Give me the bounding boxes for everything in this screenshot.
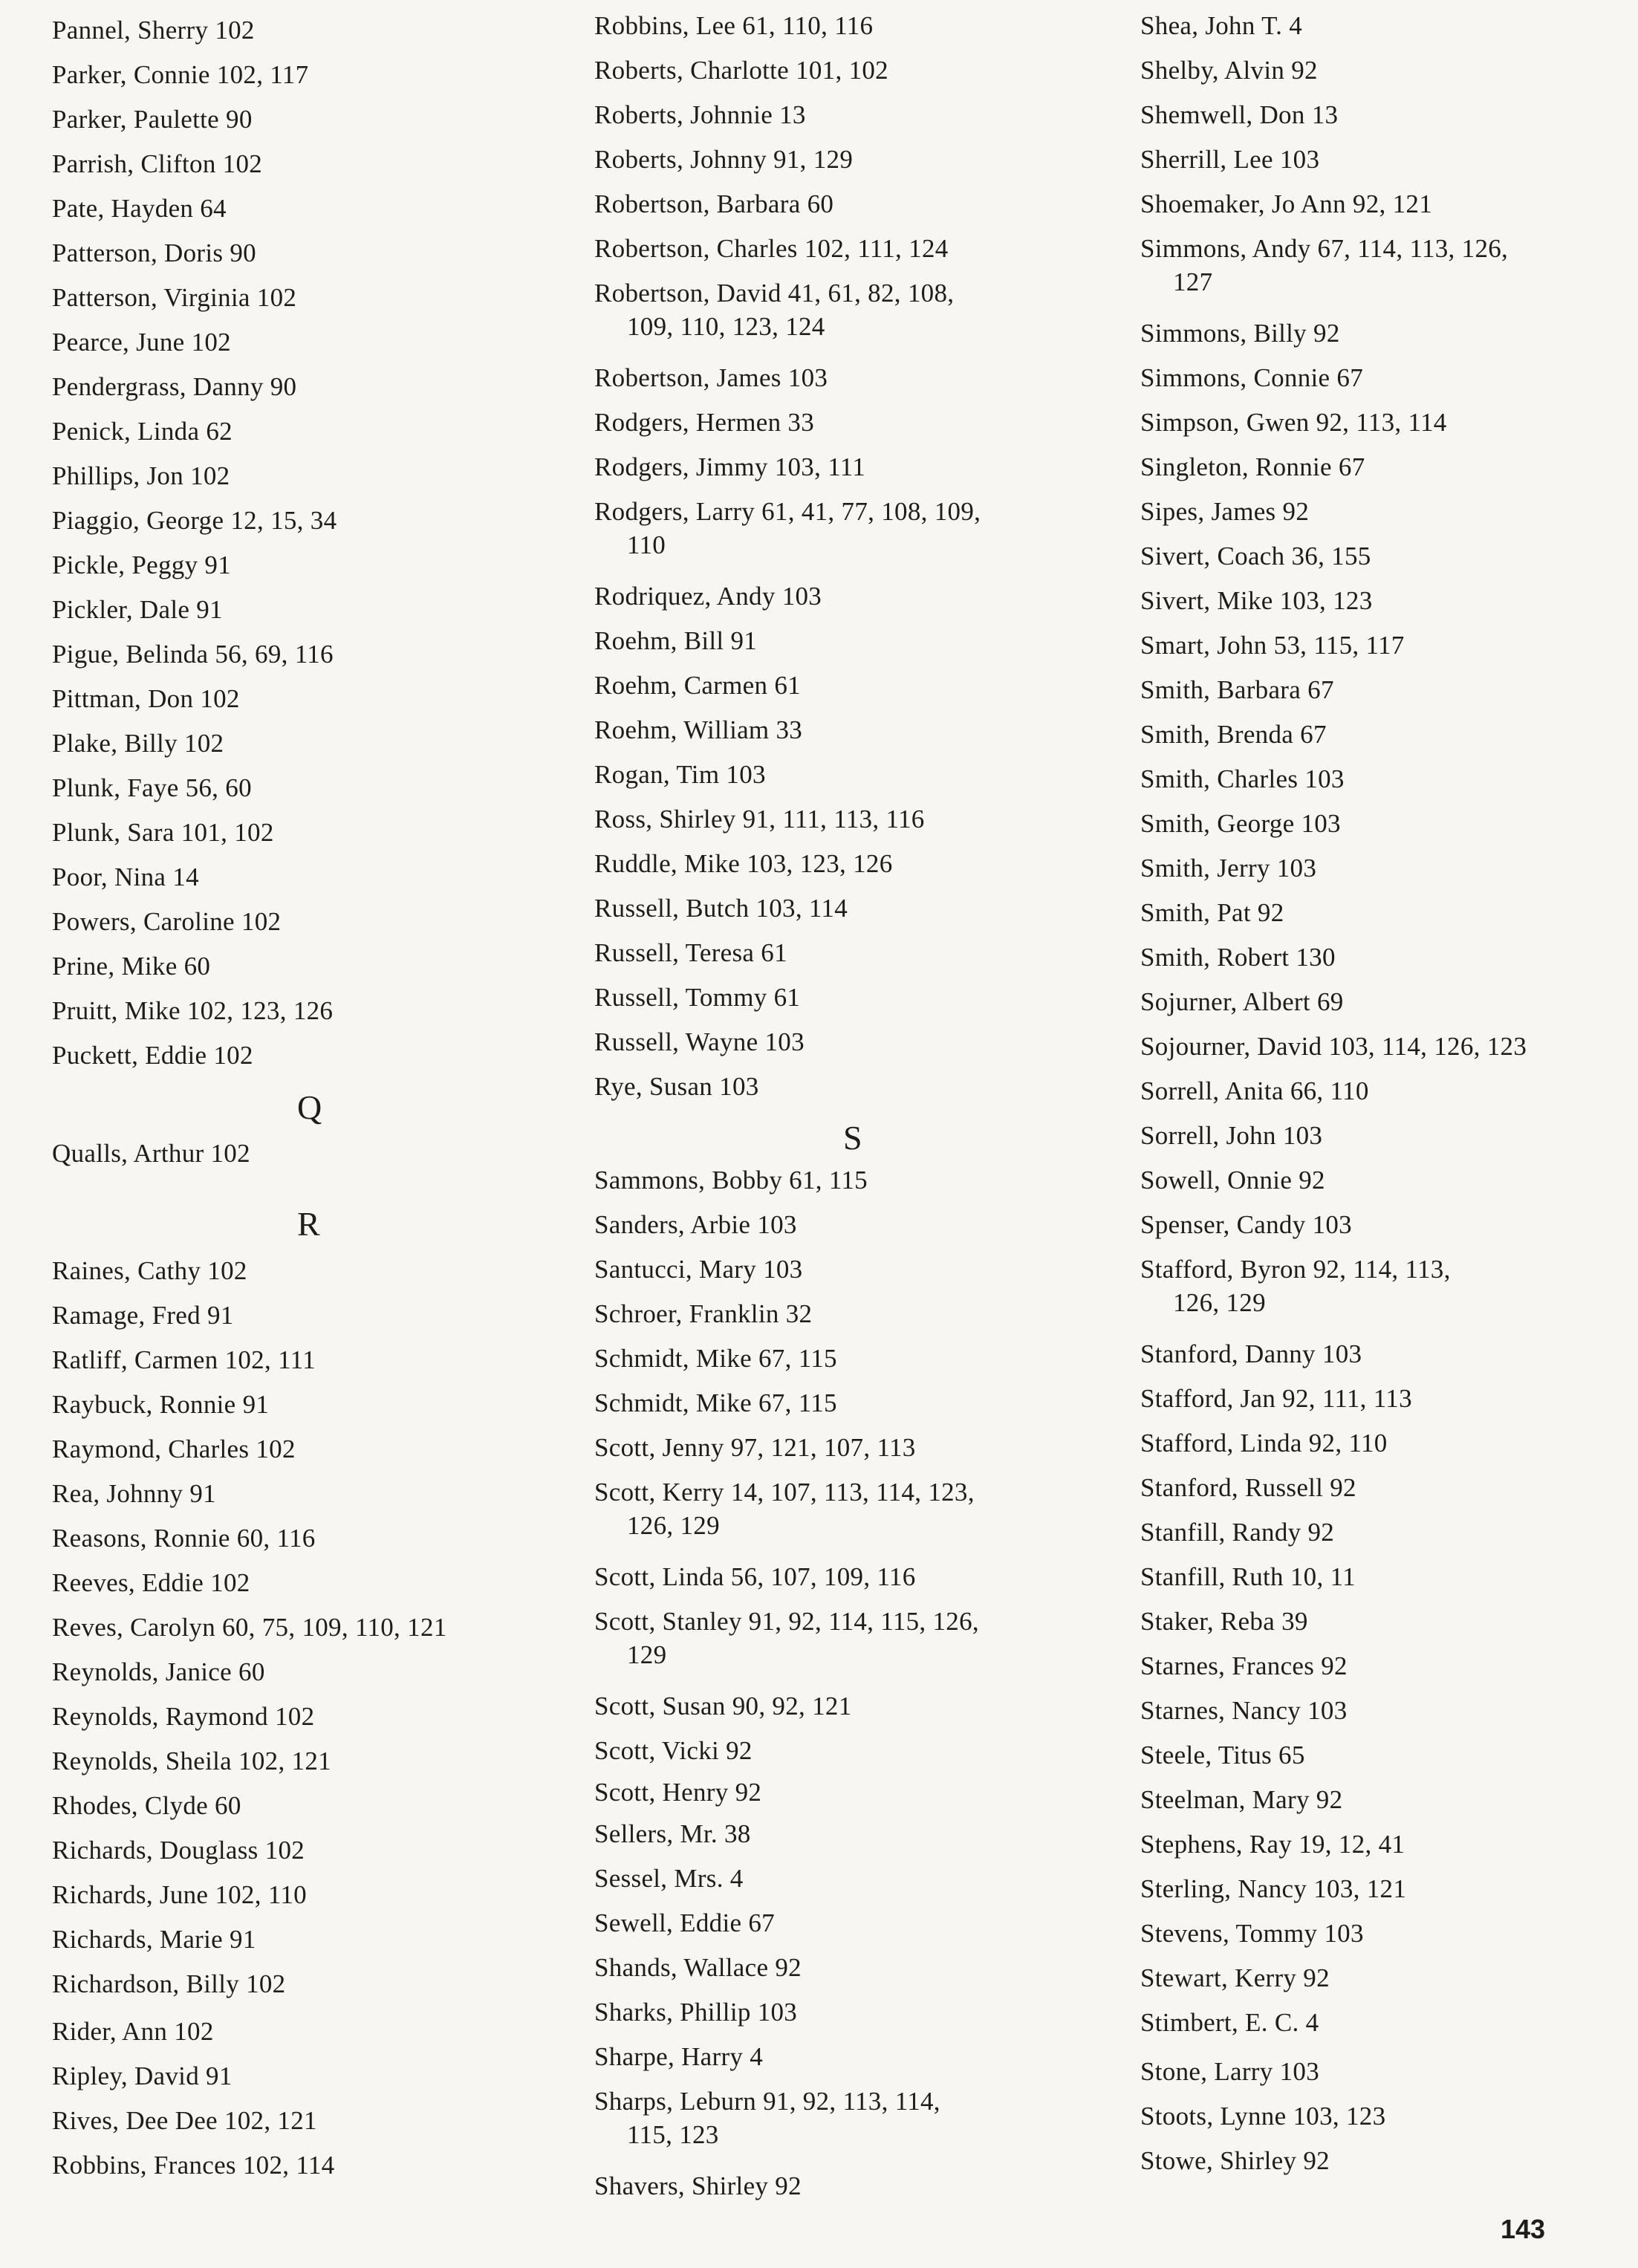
entry-continuation: 109, 110, 123, 124 — [627, 312, 825, 341]
index-entry — [594, 847, 893, 880]
index-entry — [594, 495, 981, 562]
entry-line: Richards, Marie 91 — [52, 1925, 256, 1954]
entry-line: Schmidt, Mike 67, 115 — [594, 1344, 837, 1373]
entry-line: Ruddle, Mike 103, 123, 126 — [594, 849, 893, 878]
index-entry — [1140, 1515, 1334, 1549]
index-entry — [594, 669, 801, 702]
index-entry — [1140, 1208, 1352, 1241]
entry-line: Ripley, David 91 — [52, 2061, 233, 2090]
entry-line: Steele, Titus 65 — [1140, 1741, 1305, 1770]
index-entry — [52, 637, 334, 671]
entry-line: Shands, Wallace 92 — [594, 1953, 802, 1982]
index-entry — [594, 53, 888, 87]
index-entry — [594, 1297, 812, 1330]
entry-line: Schroer, Franklin 32 — [594, 1299, 813, 1328]
index-entry — [52, 1343, 316, 1377]
entry-line: Rider, Ann 102 — [52, 2017, 214, 2046]
entry-line: Sivert, Coach 36, 155 — [1140, 542, 1371, 571]
index-entry — [594, 713, 802, 747]
index-entry — [594, 2040, 763, 2073]
index-entry — [1140, 2099, 1385, 2133]
index-entry — [1140, 1694, 1348, 1727]
entry-line: Staker, Reba 39 — [1140, 1607, 1308, 1636]
entry-line: Ratliff, Carmen 102, 111 — [52, 1345, 316, 1374]
index-entry — [1140, 1030, 1527, 1063]
index-entry — [1140, 1738, 1305, 1772]
index-entry — [52, 1432, 296, 1466]
index-entry — [52, 593, 223, 626]
entry-line: Scott, Stanley 91, 92, 114, 115, 126, — [594, 1607, 979, 1636]
entry-line: Russell, Tommy 61 — [594, 983, 801, 1012]
index-entry — [594, 1342, 837, 1375]
entry-line: Ramage, Fred 91 — [52, 1301, 234, 1330]
index-entry — [1140, 2006, 1319, 2039]
entry-line: Roberts, Charlotte 101, 102 — [594, 56, 888, 85]
entry-line: Stafford, Linda 92, 110 — [1140, 1429, 1388, 1458]
index-entry — [594, 1163, 868, 1197]
entry-line: Richardson, Billy 102 — [52, 1969, 286, 1998]
entry-continuation: 110 — [627, 530, 666, 559]
entry-line: Raybuck, Ronnie 91 — [52, 1390, 270, 1419]
index-entry — [52, 1744, 331, 1778]
entry-line: Sipes, James 92 — [1140, 497, 1310, 526]
entry-line: Reves, Carolyn 60, 75, 109, 110, 121 — [52, 1613, 447, 1642]
entry-line: Robertson, James 103 — [594, 363, 828, 392]
entry-line: Pearce, June 102 — [52, 328, 231, 357]
entry-line: Shemwell, Don 13 — [1140, 100, 1339, 129]
entry-line: Singleton, Ronnie 67 — [1140, 452, 1365, 481]
entry-line: Pittman, Don 102 — [52, 684, 240, 713]
entry-line: Stowe, Shirley 92 — [1140, 2146, 1330, 2175]
entry-line: Rodgers, Hermen 33 — [594, 408, 815, 437]
index-entry — [594, 1734, 753, 1767]
entry-line: Sojourner, David 103, 114, 126, 123 — [1140, 1032, 1527, 1061]
index-entry — [1140, 1872, 1406, 1905]
entry-line: Smith, Barbara 67 — [1140, 675, 1334, 704]
index-entry — [594, 1906, 775, 1940]
index-entry — [52, 325, 231, 359]
index-entry — [1140, 316, 1340, 350]
index-entry — [52, 459, 230, 493]
entry-line: Stafford, Jan 92, 111, 113 — [1140, 1384, 1412, 1413]
index-entry — [52, 949, 210, 983]
index-entry — [1140, 1471, 1356, 1504]
entry-line: Plake, Billy 102 — [52, 729, 224, 758]
index-entry — [1140, 539, 1371, 573]
index-entry — [52, 727, 224, 760]
index-entry — [1140, 985, 1344, 1018]
section-letter-r: R — [297, 1205, 320, 1243]
entry-line: Scott, Linda 56, 107, 109, 116 — [594, 1562, 916, 1591]
entry-line: Smith, Robert 130 — [1140, 943, 1336, 972]
index-entry — [52, 370, 296, 403]
entry-line: Stanford, Russell 92 — [1140, 1473, 1356, 1502]
index-entry — [594, 187, 833, 221]
index-entry — [52, 1655, 265, 1689]
entry-line: Scott, Susan 90, 92, 121 — [594, 1692, 852, 1721]
entry-line: Puckett, Eddie 102 — [52, 1041, 253, 1070]
entry-line: Parker, Connie 102, 117 — [52, 60, 309, 89]
entry-line: Poor, Nina 14 — [52, 862, 199, 891]
index-entry — [594, 1995, 797, 2029]
index-entry — [594, 361, 828, 394]
index-entry — [1140, 1605, 1308, 1638]
entry-line: Russell, Butch 103, 114 — [594, 894, 848, 923]
index-entry — [594, 1775, 761, 1809]
index-entry — [52, 1521, 316, 1555]
entry-line: Pickle, Peggy 91 — [52, 550, 232, 579]
index-entry — [594, 1475, 975, 1542]
index-entry — [1140, 361, 1363, 394]
index-entry — [594, 450, 865, 484]
entry-line: Schmidt, Mike 67, 115 — [594, 1388, 837, 1417]
index-entry — [52, 1566, 250, 1599]
entry-line: Rogan, Tim 103 — [594, 760, 766, 789]
entry-line: Starnes, Nancy 103 — [1140, 1696, 1348, 1725]
entry-line: Plunk, Faye 56, 60 — [52, 773, 252, 802]
entry-line: Rea, Johnny 91 — [52, 1479, 216, 1508]
entry-line: Scott, Vicki 92 — [594, 1736, 753, 1765]
index-entry — [52, 1967, 285, 2001]
entry-line: Powers, Caroline 102 — [52, 907, 282, 936]
entry-line: Robbins, Frances 102, 114 — [52, 2151, 335, 2180]
index-entry — [52, 905, 281, 938]
index-entry — [1140, 495, 1309, 528]
entry-line: Simmons, Andy 67, 114, 113, 126, — [1140, 234, 1509, 263]
entry-line: Sanders, Arbie 103 — [594, 1210, 797, 1239]
entry-line: Piaggio, George 12, 15, 34 — [52, 506, 337, 535]
entry-line: Robertson, Charles 102, 111, 124 — [594, 234, 949, 263]
index-entry — [594, 2085, 940, 2151]
entry-line: Smith, Brenda 67 — [1140, 720, 1327, 749]
entry-line: Sellers, Mr. 38 — [594, 1819, 751, 1848]
entry-line: Smith, Jerry 103 — [1140, 854, 1317, 883]
index-entry — [52, 103, 253, 136]
entry-line: Plunk, Sara 101, 102 — [52, 818, 274, 847]
index-entry — [1140, 1560, 1356, 1593]
entry-line: Pendergrass, Danny 90 — [52, 372, 297, 401]
entry-line: Raines, Cathy 102 — [52, 1256, 247, 1285]
index-entry — [1140, 940, 1336, 974]
entry-line: Sivert, Mike 103, 123 — [1140, 586, 1373, 615]
section-letter-q: Q — [297, 1088, 322, 1126]
entry-line: Reeves, Eddie 102 — [52, 1568, 250, 1597]
entry-line: Richards, Douglass 102 — [52, 1836, 305, 1865]
index-entry — [1140, 1961, 1330, 1995]
index-entry — [52, 2148, 335, 2182]
index-entry — [594, 1386, 837, 1420]
index-entry — [1140, 673, 1334, 706]
index-entry — [594, 1025, 805, 1059]
entry-line: Stone, Larry 103 — [1140, 2057, 1319, 2086]
entry-line: Starnes, Frances 92 — [1140, 1651, 1348, 1680]
entry-line: Pruitt, Mike 102, 123, 126 — [52, 996, 334, 1025]
entry-line: Shelby, Alvin 92 — [1140, 56, 1318, 85]
entry-line: Roehm, Carmen 61 — [594, 671, 801, 700]
index-entry — [594, 143, 853, 176]
entry-line: Stephens, Ray 19, 12, 41 — [1140, 1830, 1405, 1859]
index-entry — [1140, 2055, 1319, 2088]
index-entry — [52, 13, 255, 47]
entry-line: Sorrell, John 103 — [1140, 1121, 1323, 1150]
index-entry — [1140, 450, 1365, 484]
index-entry — [1140, 1382, 1412, 1415]
entry-line: Scott, Jenny 97, 121, 107, 113 — [594, 1433, 916, 1462]
entry-line: Patterson, Virginia 102 — [52, 283, 297, 312]
entry-line: Roehm, Bill 91 — [594, 626, 758, 655]
entry-line: Rives, Dee Dee 102, 121 — [52, 2106, 317, 2135]
entry-line: Sharpe, Harry 4 — [594, 2042, 764, 2071]
index-entry — [594, 1862, 744, 1895]
index-entry — [52, 816, 274, 849]
entry-line: Rhodes, Clyde 60 — [52, 1791, 241, 1820]
index-entry — [594, 1070, 759, 1103]
entry-line: Sharks, Phillip 103 — [594, 1998, 798, 2027]
entry-line: Scott, Henry 92 — [594, 1778, 762, 1807]
entry-line: Sammons, Bobby 61, 115 — [594, 1166, 868, 1195]
entry-continuation: 126, 129 — [1173, 1288, 1266, 1317]
entry-continuation: 126, 129 — [627, 1511, 720, 1540]
index-entry — [1140, 53, 1318, 87]
entry-line: Sorrell, Anita 66, 110 — [1140, 1076, 1369, 1105]
index-entry — [594, 891, 848, 925]
index-entry — [1140, 1074, 1369, 1108]
index-entry — [52, 1299, 234, 1332]
index-entry — [1140, 718, 1327, 751]
index-entry — [1140, 1119, 1322, 1152]
entry-line: Scott, Kerry 14, 107, 113, 114, 123, — [594, 1478, 975, 1507]
entry-line: Stoots, Lynne 103, 123 — [1140, 2102, 1386, 2131]
entry-line: Prine, Mike 60 — [52, 952, 211, 981]
index-entry — [594, 802, 925, 836]
entry-line: Stevens, Tommy 103 — [1140, 1919, 1364, 1948]
index-entry — [1140, 1649, 1348, 1683]
index-entry — [1140, 1252, 1451, 1319]
index-entry — [1140, 9, 1302, 42]
index-entry — [594, 1951, 802, 1984]
entry-line: Parker, Paulette 90 — [52, 105, 253, 134]
entry-line: Simmons, Billy 92 — [1140, 319, 1340, 348]
index-entry — [52, 1923, 256, 1956]
entry-line: Smith, Pat 92 — [1140, 898, 1284, 927]
index-entry — [52, 1039, 253, 1072]
index-entry — [1140, 2144, 1330, 2177]
entry-line: Rodriquez, Andy 103 — [594, 582, 822, 611]
index-entry — [52, 1700, 314, 1733]
index-entry — [52, 192, 227, 225]
index-entry — [594, 1605, 979, 1671]
index-entry — [594, 1560, 916, 1593]
index-entry — [1140, 762, 1345, 796]
index-entry — [1140, 1827, 1405, 1861]
index-entry — [1140, 1783, 1342, 1816]
entry-line: Rodgers, Jimmy 103, 111 — [594, 452, 866, 481]
entry-line: Smith, Charles 103 — [1140, 764, 1345, 793]
entry-line: Richards, June 102, 110 — [52, 1880, 307, 1909]
entry-line: Russell, Wayne 103 — [594, 1027, 805, 1056]
index-entry — [1140, 584, 1373, 617]
entry-line: Sowell, Onnie 92 — [1140, 1166, 1325, 1195]
entry-line: Pate, Hayden 64 — [52, 194, 227, 223]
index-entry — [52, 58, 308, 91]
entry-line: Stewart, Kerry 92 — [1140, 1963, 1330, 1992]
entry-line: Sojurner, Albert 69 — [1140, 987, 1344, 1016]
entry-line: Simmons, Connie 67 — [1140, 363, 1364, 392]
index-entry — [52, 1477, 216, 1510]
index-entry — [1140, 98, 1338, 131]
index-entry — [1140, 628, 1405, 662]
index-entry — [52, 281, 296, 314]
index-entry — [594, 9, 873, 42]
entry-line: Steelman, Mary 92 — [1140, 1785, 1343, 1814]
entry-line: Patterson, Doris 90 — [52, 238, 256, 267]
entry-continuation: 115, 123 — [627, 2120, 719, 2149]
entry-line: Pannel, Sherry 102 — [52, 16, 255, 45]
entry-line: Pigue, Belinda 56, 69, 116 — [52, 640, 334, 669]
index-entry — [594, 1252, 802, 1286]
entry-line: Stanfill, Randy 92 — [1140, 1518, 1335, 1547]
page-number: 143 — [1501, 2214, 1546, 2244]
entry-line: Robbins, Lee 61, 110, 116 — [594, 11, 874, 40]
index-entry — [1140, 1917, 1364, 1950]
entry-line: Roehm, William 33 — [594, 715, 803, 744]
entry-line: Penick, Linda 62 — [52, 417, 233, 446]
entry-line: Sessel, Mrs. 4 — [594, 1864, 744, 1893]
entry-line: Shoemaker, Jo Ann 92, 121 — [1140, 189, 1433, 218]
index-entry — [52, 860, 199, 894]
entry-line: Shavers, Shirley 92 — [594, 2171, 802, 2200]
entry-line: Russell, Teresa 61 — [594, 938, 787, 967]
index-entry — [52, 1254, 247, 1287]
index-entry — [52, 1878, 307, 1911]
entry-line: Sterling, Nancy 103, 121 — [1140, 1874, 1407, 1903]
index-entry — [594, 1689, 852, 1723]
index-entry — [1140, 187, 1432, 221]
entry-line: Rye, Susan 103 — [594, 1072, 759, 1101]
entry-line: Santucci, Mary 103 — [594, 1255, 803, 1284]
entry-line: Stanfill, Ruth 10, 11 — [1140, 1562, 1356, 1591]
entry-line: Reynolds, Raymond 102 — [52, 1702, 315, 1731]
entry-line: Qualls, Arthur 102 — [52, 1139, 250, 1168]
index-entry — [52, 504, 337, 537]
index-entry — [594, 981, 800, 1014]
index-entry — [52, 2104, 317, 2137]
index-entry — [52, 2015, 214, 2048]
entry-line: Robertson, David 41, 61, 82, 108, — [594, 279, 955, 308]
index-entry — [1140, 1426, 1388, 1460]
entry-line: Reasons, Ronnie 60, 116 — [52, 1524, 316, 1553]
entry-line: Reynolds, Sheila 102, 121 — [52, 1747, 331, 1775]
index-entry — [1140, 232, 1508, 299]
index-entry — [594, 1817, 751, 1851]
index-entry — [52, 682, 240, 715]
entry-line: Ross, Shirley 91, 111, 113, 116 — [594, 805, 925, 834]
entry-line: Phillips, Jon 102 — [52, 461, 230, 490]
index-entry — [52, 415, 233, 448]
entry-line: Sewell, Eddie 67 — [594, 1908, 775, 1937]
index-entry — [52, 771, 252, 805]
index-entry — [594, 1431, 916, 1464]
index-entry — [594, 936, 787, 969]
entry-line: Sharps, Leburn 91, 92, 113, 114, — [594, 2087, 940, 2116]
entry-continuation: 129 — [627, 1640, 667, 1669]
index-entry — [594, 579, 822, 613]
index-entry — [1140, 1163, 1325, 1197]
entry-line: Roberts, Johnnie 13 — [594, 100, 806, 129]
entry-line: Parrish, Clifton 102 — [52, 149, 263, 178]
index-entry — [52, 1611, 447, 1644]
section-letter-s: S — [843, 1119, 862, 1157]
index-entry — [1140, 807, 1341, 840]
index-entry — [52, 2059, 233, 2093]
entry-line: Reynolds, Janice 60 — [52, 1657, 265, 1686]
entry-line: Shea, John T. 4 — [1140, 11, 1303, 40]
entry-line: Pickler, Dale 91 — [52, 595, 223, 624]
entry-continuation: 127 — [1173, 267, 1213, 296]
index-entry — [52, 548, 231, 582]
index-entry — [594, 758, 766, 791]
entry-line: Stanford, Danny 103 — [1140, 1339, 1362, 1368]
index-entry — [52, 236, 256, 270]
entry-line: Raymond, Charles 102 — [52, 1434, 296, 1463]
index-entry — [594, 624, 757, 657]
index-entry — [52, 1137, 250, 1170]
index-entry — [52, 1833, 305, 1867]
index-entry — [1140, 896, 1284, 929]
index-entry — [1140, 851, 1316, 885]
index-entry — [52, 1789, 241, 1822]
index-entry — [594, 276, 954, 343]
index-entry — [52, 994, 333, 1027]
entry-line: Stimbert, E. C. 4 — [1140, 2008, 1319, 2037]
index-entry — [594, 232, 949, 265]
index-entry — [1140, 143, 1319, 176]
entry-line: Smith, George 103 — [1140, 809, 1341, 838]
entry-line: Smart, John 53, 115, 117 — [1140, 631, 1405, 660]
entry-line: Stafford, Byron 92, 114, 113, — [1140, 1255, 1451, 1284]
index-entry — [594, 1208, 797, 1241]
index-entry — [52, 147, 262, 181]
entry-line: Robertson, Barbara 60 — [594, 189, 834, 218]
entry-line: Rodgers, Larry 61, 41, 77, 108, 109, — [594, 497, 981, 526]
index-entry — [594, 98, 806, 131]
index-entry — [594, 406, 814, 439]
entry-line: Roberts, Johnny 91, 129 — [594, 145, 854, 174]
index-entry — [1140, 406, 1447, 439]
index-entry — [594, 2169, 802, 2203]
entry-line: Simpson, Gwen 92, 113, 114 — [1140, 408, 1447, 437]
index-entry — [1140, 1337, 1362, 1371]
index-entry — [52, 1388, 269, 1421]
entry-line: Sherrill, Lee 103 — [1140, 145, 1320, 174]
entry-line: Spenser, Candy 103 — [1140, 1210, 1352, 1239]
